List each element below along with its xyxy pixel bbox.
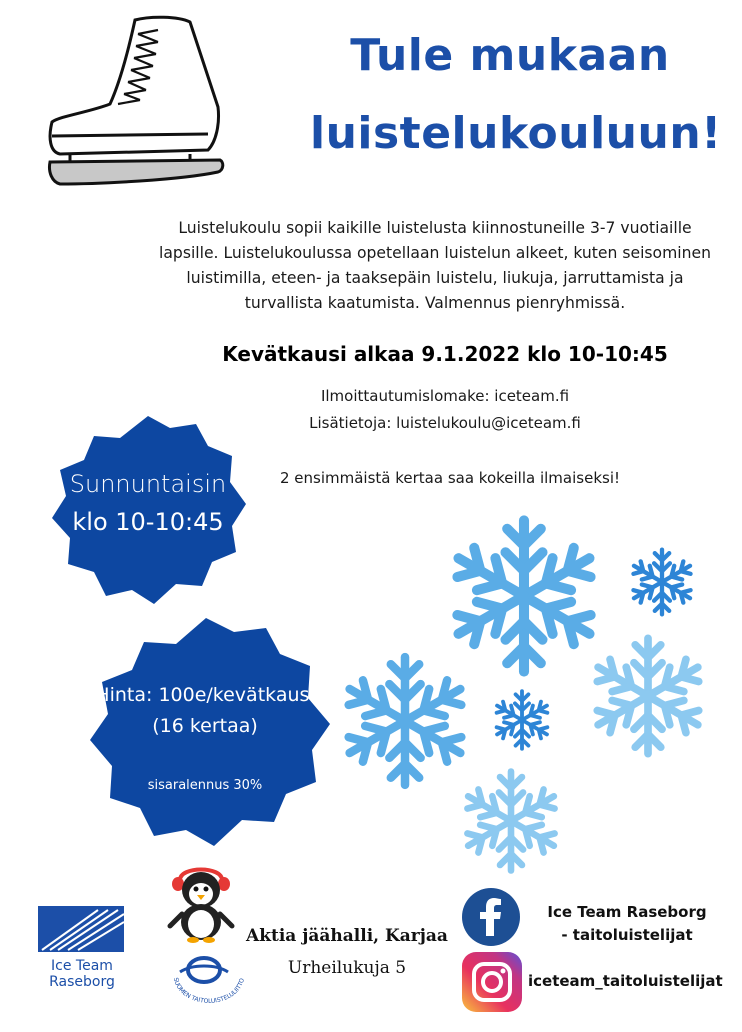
info-email-text: Lisätietoja: luistelukoulu@iceteam.fi (309, 414, 581, 432)
federation-logo-icon (166, 944, 250, 1004)
schedule-day: Sunnuntaisin (69, 470, 227, 498)
instagram-icon[interactable] (462, 952, 522, 1012)
facebook-page-subtitle[interactable]: - taitoluistelijat (561, 926, 693, 944)
snowflake-icon (626, 546, 698, 618)
snowflake-icon (334, 650, 476, 792)
snowflake-icon (584, 632, 712, 760)
schedule-time: klo 10-10:45 (72, 508, 224, 536)
title-line-2: luistelukouluun! (310, 108, 722, 159)
ice-skate-icon (40, 12, 240, 192)
sibling-discount: sisaralennus 30% (147, 778, 263, 793)
snowflake-icon (456, 766, 566, 876)
season-start-heading: Kevätkausi alkaa 9.1.2022 klo 10-10:45 (222, 342, 668, 366)
title-line-1: Tule mukaan (350, 30, 670, 81)
signup-link-text: Ilmoittautumislomake: iceteam.fi (320, 387, 570, 405)
snowflake-icon (490, 688, 554, 752)
svg-text:SUOMEN TAITOLUISTELULIITTO: SUOMEN TAITOLUISTELULIITTO (171, 977, 246, 1004)
facebook-icon[interactable] (462, 888, 520, 946)
venue-address: Urheilukuja 5 (287, 958, 407, 978)
facebook-page-name[interactable]: Ice Team Raseborg (547, 903, 707, 921)
price-sessions: (16 kertaa) (152, 715, 258, 737)
club-logo-label: Ice Team Raseborg (49, 958, 115, 990)
free-trial-text: 2 ensimmäistä kertaa saa kokeilla ilmaiseksi! (279, 469, 621, 487)
club-logo-icon (38, 906, 124, 952)
venue-name: Aktia jäähalli, Karjaa (246, 926, 448, 946)
penguin-mascot-icon (166, 860, 236, 944)
price-text: Hinta: 100e/kevätkausi (95, 684, 315, 706)
intro-paragraph: Luistelukoulu sopii kaikille luistelusta kiinnostuneille 3-7 vuotiaille lapsille. Luistelukoulussa opetellaan luistelun alkeet, kuten seisominen luistimilla, eteen- ja taaksepäin luistelu, liukuja, jarruttamista ja turvallista kaatumista. Valmennus pienryhmissä. (159, 219, 711, 312)
instagram-handle[interactable]: iceteam_taitoluistelijat (528, 972, 723, 990)
